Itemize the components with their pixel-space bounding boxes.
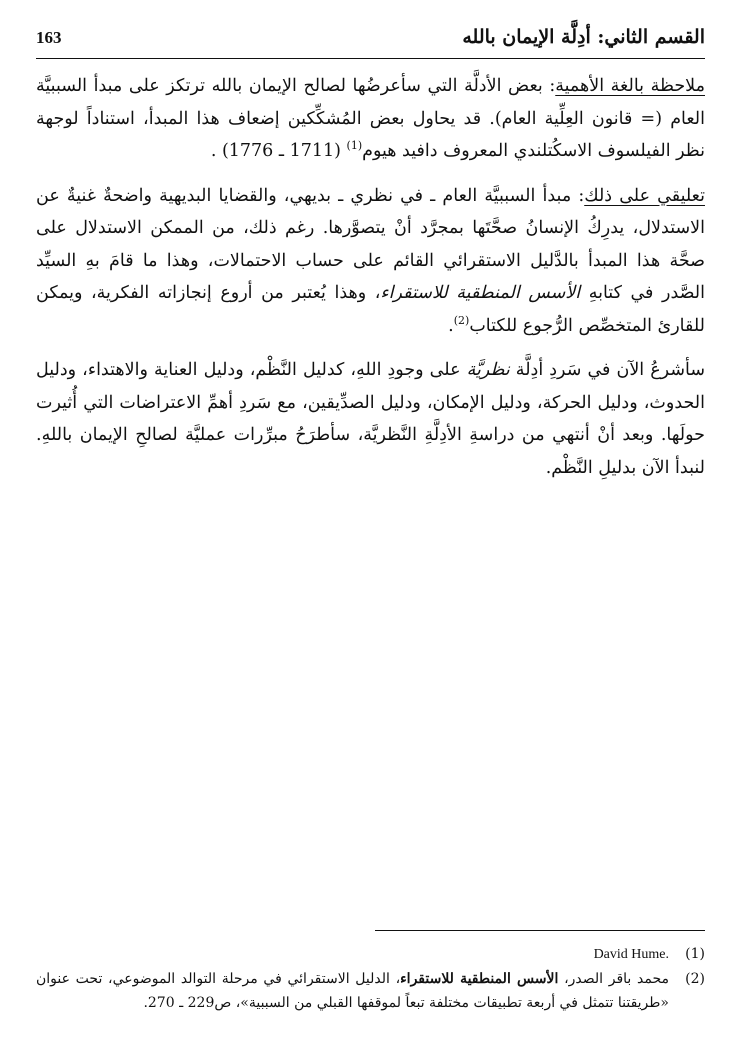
paragraph-tail: (1711 ـ 1776) . [210,141,347,161]
footnote-divider [375,930,705,931]
footnote-book-title: الأسس المنطقية للاستقراء [400,971,559,987]
footnote-author: محمد باقر الصدر، [558,971,669,987]
footnote-ref-2[interactable]: (2) [453,313,470,327]
page-number: 163 [36,28,62,47]
paragraph-important-note [36,70,705,168]
paragraph-lead: ملاحظة بالغة الأهمية [555,76,705,96]
footnotes [36,942,705,1015]
paragraph-arguments-list [36,354,705,484]
paragraph-text-continued: على وجودِ اللهِ، كدليل النَّظْم، ودليل العناية والاهتداء، ودليل الحدوث، ودليل الحركة، ودليل الإمكان، ودليل الصدِّيقين، مع سَردِ أهمِّ الاعتراضات التي أُثيرت حولَها. وبعد أنْ أنتهي من دراسةِ الأدِلَّةِ النَّظريَّة، سأطرَحُ مبرِّرات عمليَّة لصالحِ الإيمان باللهِ. لنبدأ الآن بدليلِ النَّظْم. [36,360,705,478]
paragraph-text-continued: ، وهذا يُعتبر من أروع إنجازاته الفكرية، ويمكن للقارئ المتخصِّص الرُّجوع للكتاب [36,283,705,336]
book-title: الأسس المنطقية للاستقراء [380,283,581,303]
paragraph-tail: . [448,315,454,336]
footnote-2 [36,967,705,1015]
running-title: القسم الثاني: أدِلَّة الإيمان بالله [462,26,705,48]
footnote-number: (1) [685,946,705,962]
footnote-number: (2) [685,971,705,987]
main-text [36,70,705,496]
paragraph-my-comment [36,180,705,343]
footnote-text: David Hume. [593,947,669,962]
paragraph-text: : مبدأ السببيَّة العام ـ في نظري ـ بديهي، والقضايا البديهية واضحةٌ غنيةٌ عن الاستدلال، يدرِكُ الإنسانُ صحَّتَها بمجرَّد أنْ يتصوَّرها. رغم ذلك، من الممكن الاستدلال على صحَّة هذا المبدأ بالدَّليل الاستقرائي القائم على حساب الاحتمالات، وهذا ما قامَ بهِ السيِّد الصَّدر في كتابهِ [36,185,705,303]
page-header [36,24,705,59]
paragraph-text: سأشرعُ الآن في سَردِ أدِلَّة [509,360,705,380]
emphasized-word: نظريَّة [466,360,510,380]
footnote-ref-1[interactable]: (1) [346,139,363,153]
paragraph-text: : بعض الأدلَّة التي سأعرضُها لصالح الإيمان بالله ترتكز على مبدأ السببيَّة العام (= قانون العِلِّية العام). قد يحاول بعض المُشكِّكين إضعاف هذا المبدأ، استناداً لوجهة نظر الفيلسوف الاسكُتلندي المعروف دافيد هيوم [36,76,705,161]
paragraph-lead: تعليقي على ذلك [584,185,705,206]
footnote-text: ، الدليل الاستقرائي في مرحلة التوالد الموضوعي، تحت عنوان «طريقتنا تتمثل في أربعة تطبيقات مختلفة تبعاً لموقفها القبلي من السببية»، ص229 ـ 270. [36,971,669,1011]
footnote-1 [36,942,705,967]
